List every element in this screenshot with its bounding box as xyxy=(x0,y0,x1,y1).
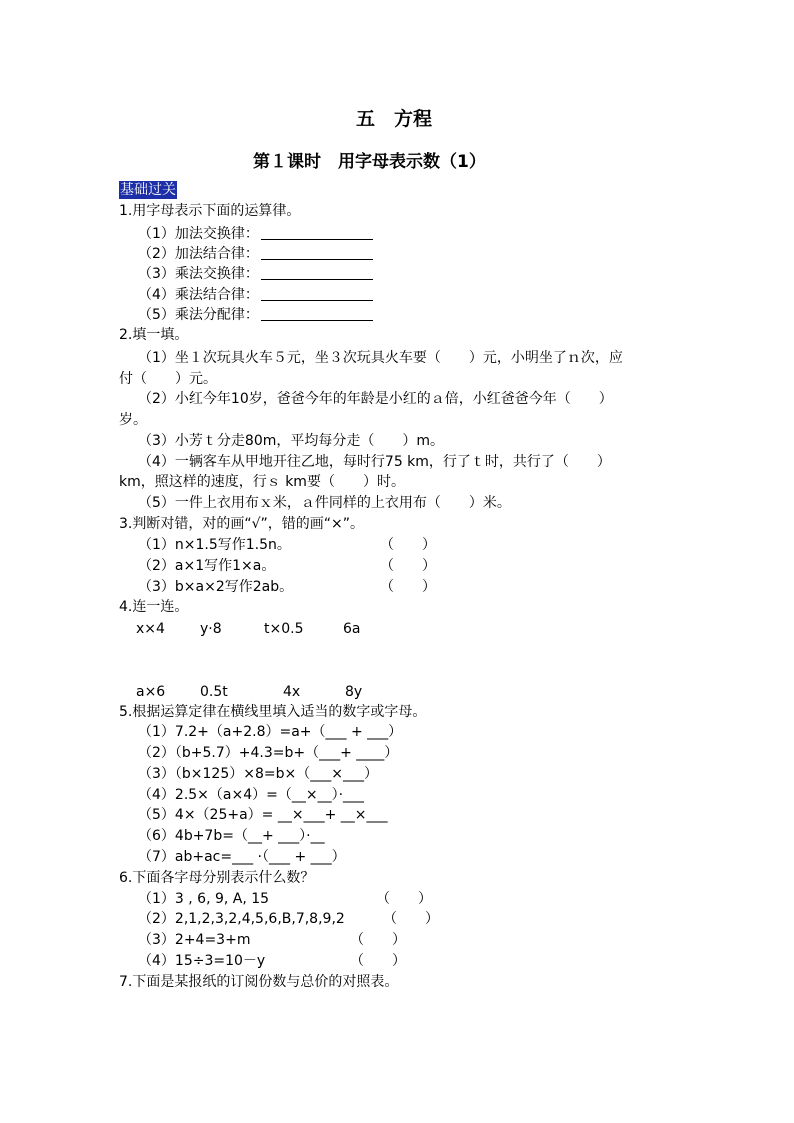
match-top-item[interactable]: x×4 xyxy=(136,621,165,637)
answer-blank[interactable] xyxy=(261,245,373,260)
chapter-title: 五 方程 xyxy=(356,108,433,130)
question-2-line: 付（ ）元。 xyxy=(119,371,217,387)
question-3-item: （2）a×1写作1×a。 xyxy=(138,558,276,574)
answer-blank[interactable] xyxy=(261,265,373,280)
question-2-line: （5）一件上衣用布ｘ米，ａ件同样的上衣用布（ ）米。 xyxy=(138,495,511,511)
match-top-item[interactable]: 6a xyxy=(343,621,361,637)
question-1-item xyxy=(138,285,373,305)
answer-paren[interactable]: （ ） xyxy=(380,537,436,553)
question-5-item: （3）（b×125）×8=b×（___×___） xyxy=(138,766,378,782)
question-6-stem: 6.下面各字母分别表示什么数？ xyxy=(119,870,315,886)
answer-paren[interactable]: （ ） xyxy=(380,579,436,595)
question-7-stem: 7.下面是某报纸的订阅份数与总价的对照表。 xyxy=(119,974,399,990)
item-label: （3）乘法交换律： xyxy=(138,266,259,282)
question-6-item: （3）2+4=3+m xyxy=(138,932,251,948)
question-4-stem: 4.连一连。 xyxy=(119,599,189,615)
match-bottom-item[interactable]: 4x xyxy=(283,684,301,700)
match-bottom-item[interactable]: a×6 xyxy=(136,684,166,700)
answer-paren[interactable]: （ ） xyxy=(380,558,436,574)
question-2-stem: 2.填一填。 xyxy=(119,327,189,343)
answer-paren[interactable]: （ ） xyxy=(383,911,439,927)
question-3-stem: 3.判断对错，对的画“√”，错的画“×”。 xyxy=(119,516,365,532)
question-5-item: （5）4×（25+a）= __×___+ __×___ xyxy=(138,807,388,823)
question-3-item: （3）b×a×2写作2ab。 xyxy=(138,579,294,595)
item-label: （5）乘法分配律： xyxy=(138,307,259,323)
question-2-line: （2）小红今年10岁，爸爸今年的年龄是小红的ａ倍，小红爸爸今年（ ） xyxy=(138,391,613,407)
item-label: （2）加法结合律： xyxy=(138,246,259,262)
question-5-item: （7）ab+ac=___ ·（___ + ___） xyxy=(138,849,346,865)
answer-paren[interactable]: （ ） xyxy=(350,953,406,969)
question-2-line: （3）小芳ｔ分走80m，平均每分走（ ）m。 xyxy=(138,433,444,449)
section-badge: 基础过关 xyxy=(120,182,176,198)
question-3-item: （1）n×1.5写作1.5n。 xyxy=(138,537,291,553)
answer-blank[interactable] xyxy=(261,306,373,321)
question-1-stem: 1.用字母表示下面的运算律。 xyxy=(119,203,301,219)
question-1-item xyxy=(138,224,373,244)
question-1-item xyxy=(138,305,373,325)
item-label: （4）乘法结合律： xyxy=(138,287,259,303)
question-1-item xyxy=(138,264,373,284)
question-5-item: （2）（b+5.7）+4.3=b+（___+ ____） xyxy=(138,745,399,761)
answer-blank[interactable] xyxy=(261,286,373,301)
question-2-line: （4）一辆客车从甲地开往乙地，每时行75 km，行了ｔ时，共行了（ ） xyxy=(138,454,611,470)
answer-paren[interactable]: （ ） xyxy=(350,932,406,948)
match-bottom-item[interactable]: 8y xyxy=(345,684,363,700)
match-top-item[interactable]: t×0.5 xyxy=(264,621,304,637)
item-label: （1）加法交换律： xyxy=(138,226,259,242)
question-2-line: km，照这样的速度，行ｓ km要（ ）时。 xyxy=(119,474,405,490)
lesson-title: 第１课时 用字母表示数（1） xyxy=(253,152,486,172)
match-top-item[interactable]: y·8 xyxy=(200,621,222,637)
question-5-item: （6）4b+7b=（__+ ___）·__ xyxy=(138,828,325,844)
match-bottom-item[interactable]: 0.5t xyxy=(200,684,228,700)
question-6-item: （2）2,1,2,3,2,4,5,6,B,7,8,9,2 xyxy=(138,911,345,927)
question-5-stem: 5.根据运算定律在横线里填入适当的数字或字母。 xyxy=(119,704,427,720)
question-6-item: （4）15÷3=10－y xyxy=(138,953,266,969)
question-2-line: （1）坐１次玩具火车５元，坐３次玩具火车要（ ）元，小明坐了ｎ次，应 xyxy=(138,350,623,366)
question-5-item: （4）2.5×（a×4）=（__×__）·___ xyxy=(138,787,365,803)
question-6-item: （1）3 , 6, 9, A, 15 xyxy=(138,891,270,907)
question-1-item xyxy=(138,244,373,264)
question-2-line: 岁。 xyxy=(119,412,147,428)
answer-blank[interactable] xyxy=(261,225,373,240)
answer-paren[interactable]: （ ） xyxy=(376,891,432,907)
question-5-item: （1）7.2+（a+2.8）=a+（___ + ___） xyxy=(138,724,403,740)
